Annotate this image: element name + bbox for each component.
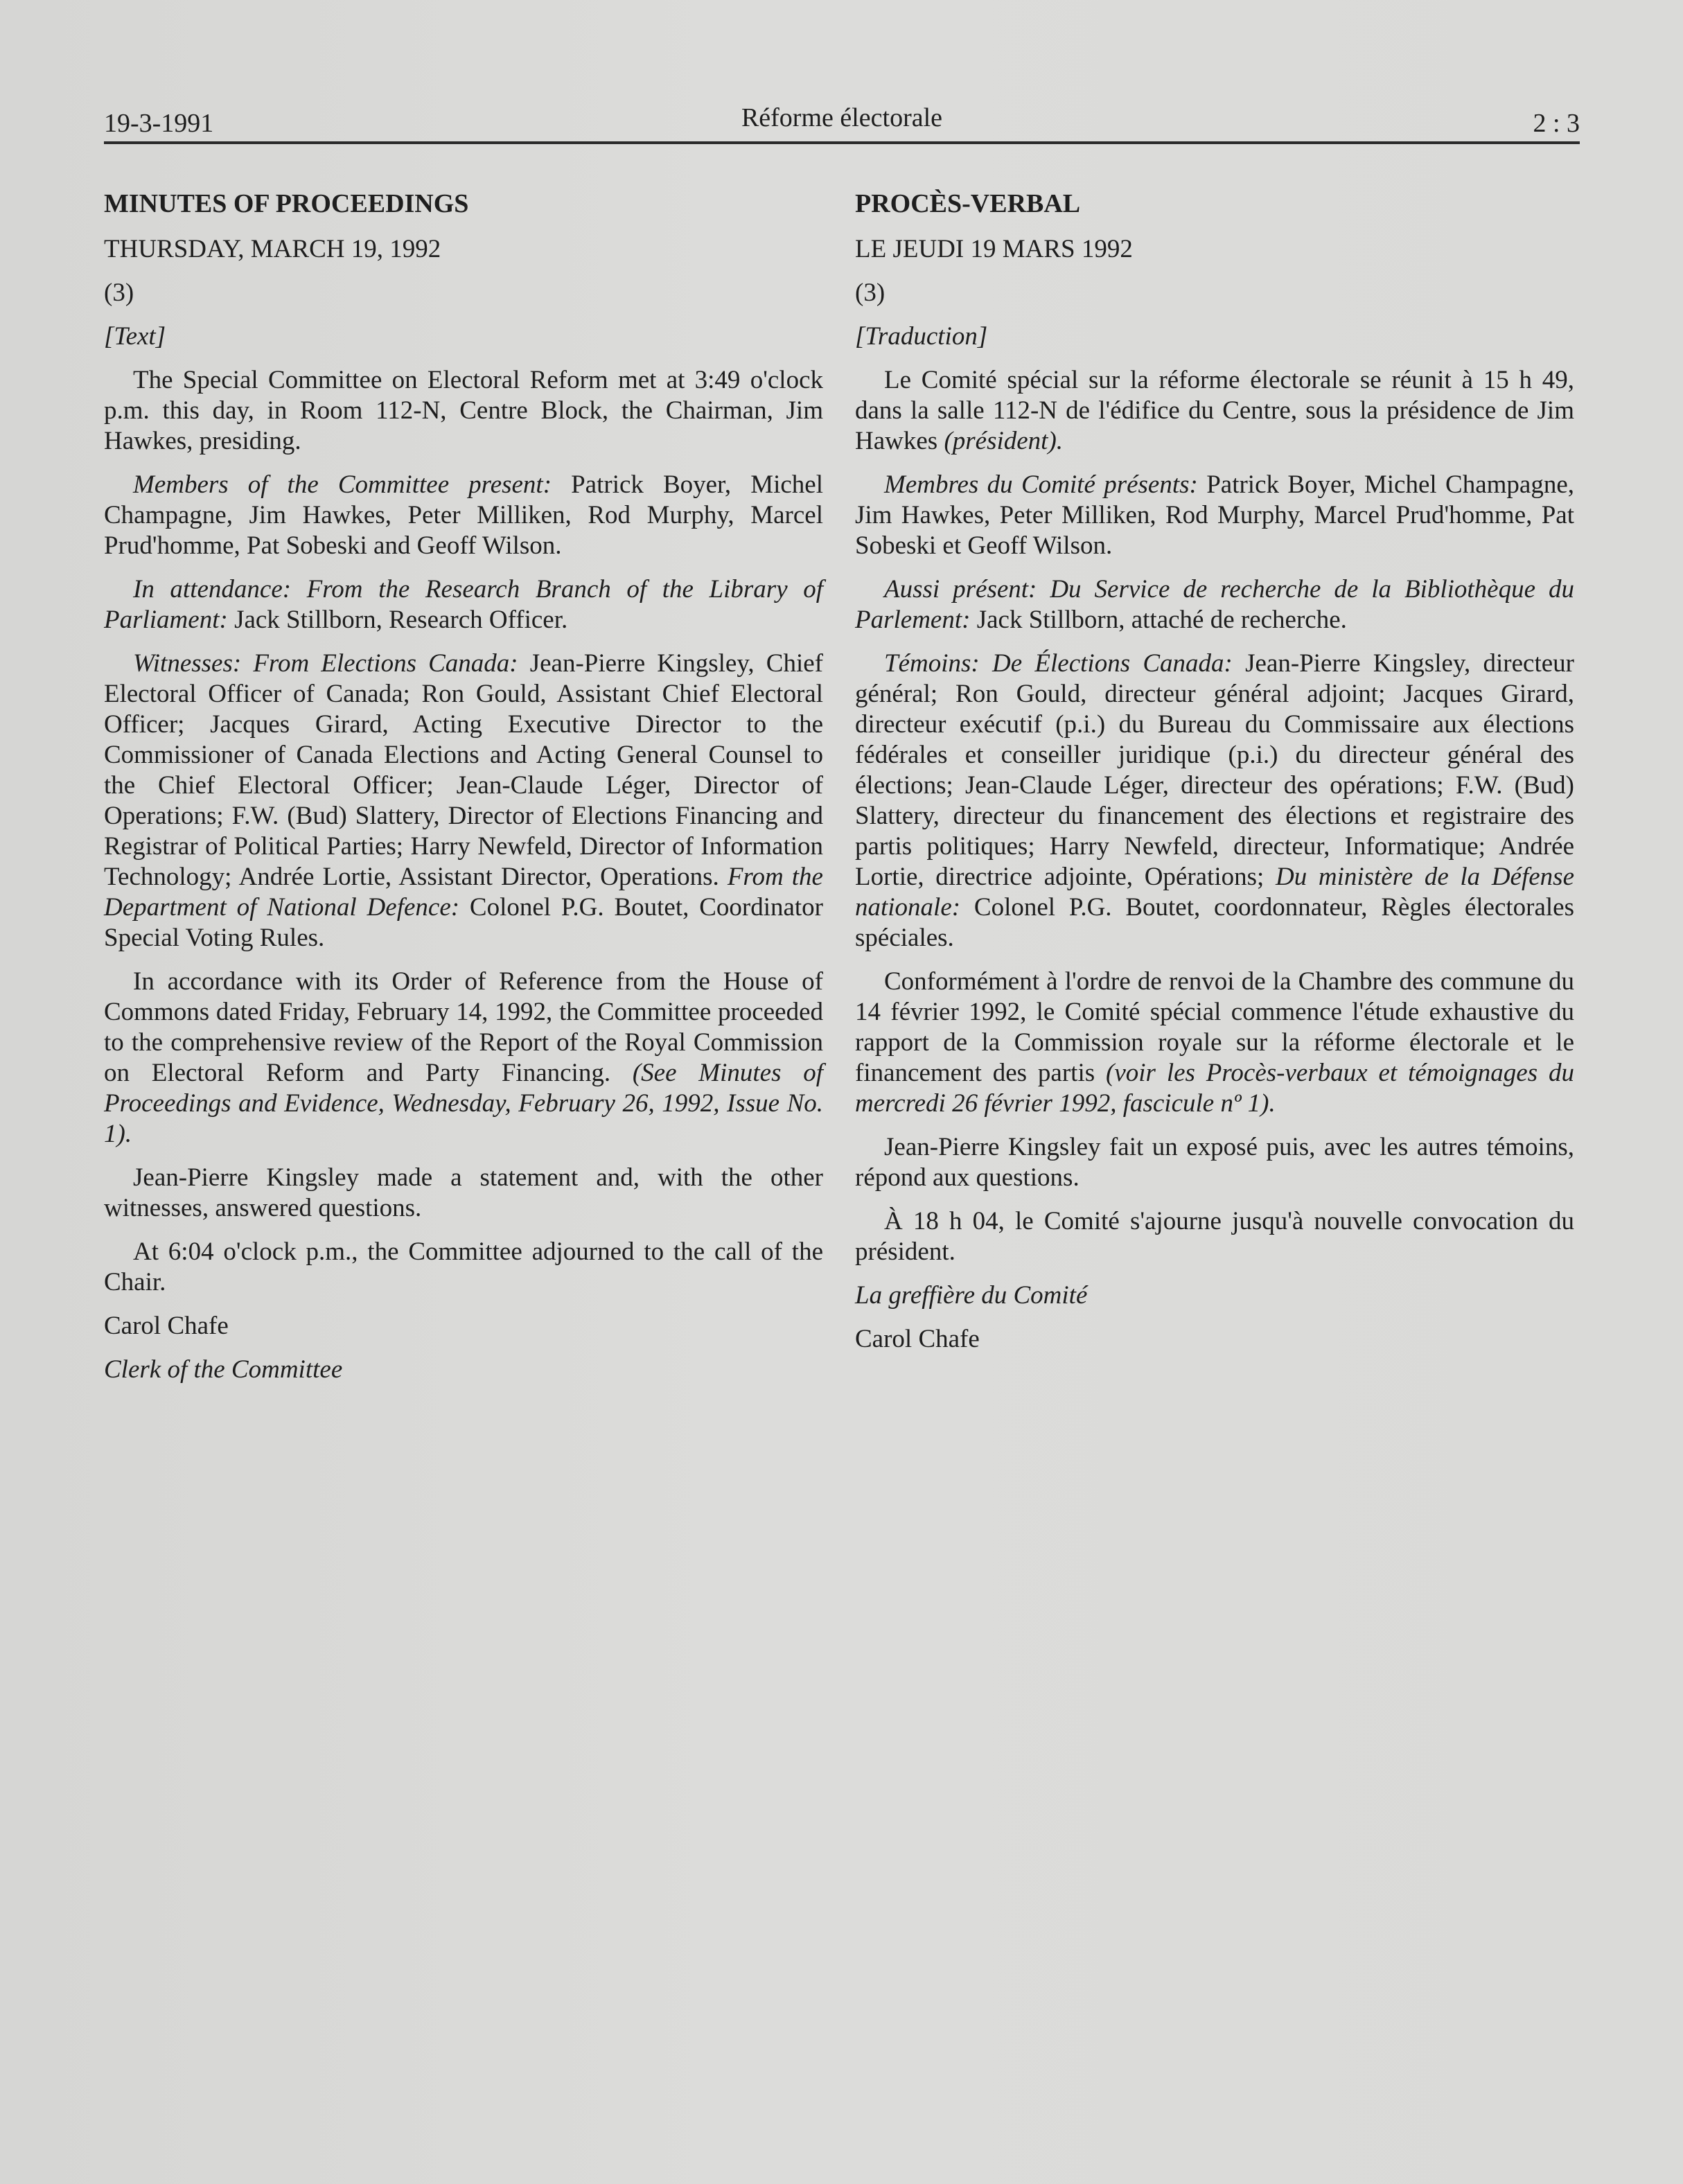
english-signature-title: Clerk of the Committee <box>104 1355 343 1384</box>
english-witnesses-text: Jean-Pierre Kingsley, Chief Electoral Officer of Canada; Ron Gould, Assistant Chief Electoral Officer; Jacques Girard, Acting Executive Director to the Commissioner of Canada Elections and Acting General Counsel to the Chief Electoral Officer; Jean-Claude Léger, Director of Operations; F.W. (Bud) Slattery, Director of Elections Financing and Registrar of Political Parties; Harry Newfeld, Director of Information Technology; Andrée Lortie, Assistant Director, Operations. <box>104 649 824 891</box>
english-paragraph-statement: Jean-Pierre Kingsley made a statement and, with the other witnesses, answered questions. <box>104 1163 823 1222</box>
french-attendance-label: Aussi présent: Du Service de recherche de la Bibliothèque du Parlement: <box>855 575 1574 634</box>
english-paragraph-witnesses <box>104 649 823 953</box>
french-witnesses-label: Témoins: De Élections Canada: <box>884 649 1233 678</box>
header-date: 19-3-1991 <box>104 109 214 138</box>
english-meeting-date: THURSDAY, MARCH 19, 1992 <box>104 235 441 263</box>
french-paragraph-attendance <box>855 574 1574 635</box>
french-signature-name: Carol Chafe <box>855 1325 980 1353</box>
english-defence-label: From the Department of National Defence: <box>104 863 823 922</box>
english-attendance-text: Jack Stillborn, Research Officer. <box>227 606 568 634</box>
french-paragraph-opening <box>855 365 1574 457</box>
french-paragraph-witnesses <box>855 649 1574 953</box>
english-paragraph-opening: The Special Committee on Electoral Reform met at 3:49 o'clock p.m. this day, in Room 112-N, Centre Block, the Chairman, Jim Hawkes, presiding. <box>104 366 823 455</box>
french-signature-title: La greffière du Comité <box>855 1281 1088 1310</box>
french-opening-italic: (président). <box>944 427 1064 455</box>
french-paragraph-statement: Jean-Pierre Kingsley fait un exposé puis, avec les autres témoins, répond aux questions. <box>855 1133 1574 1192</box>
french-reference-text: Conformément à l'ordre de renvoi de la Chambre des commune du 14 février 1992, le Comité spécial commence l'étude exhaustive du rapport de la Commission royale sur la réforme électorale et le financement des partis <box>855 967 1574 1087</box>
header-page-number: 2 : 3 <box>1533 109 1580 138</box>
french-meeting-number: (3) <box>855 279 885 307</box>
french-members-label: Membres du Comité présents: <box>884 470 1198 499</box>
french-defence-text: Colonel P.G. Boutet, coordonnateur, Règles électorales spéciales. <box>855 893 1574 952</box>
english-paragraph-members <box>104 470 823 561</box>
french-opening-text: Le Comité spécial sur la réforme électorale se réunit à 15 h 49, dans la salle 112-N de l'édifice du Centre, sous la présidence de Jim Hawkes <box>855 366 1574 455</box>
english-members-text: Patrick Boyer, Michel Champagne, Jim Hawkes, Peter Milliken, Rod Murphy, Marcel Prud'homme, Pat Sobeski and Geoff Wilson. <box>104 470 823 560</box>
french-defence-label: Du ministère de la Défense nationale: <box>855 863 1574 922</box>
english-witnesses-label: Witnesses: From Elections Canada: <box>133 649 518 678</box>
english-signature-name: Carol Chafe <box>104 1312 229 1340</box>
french-meeting-date: LE JEUDI 19 MARS 1992 <box>855 235 1133 263</box>
english-paragraph-order-of-reference <box>104 967 823 1150</box>
english-defence-text: Colonel P.G. Boutet, Coordinator Special Voting Rules. <box>104 893 823 952</box>
french-paragraph-order-of-reference <box>855 967 1574 1119</box>
english-reference-italic: (See Minutes of Proceedings and Evidence, Wednesday, February 26, 1992, Issue No. 1). <box>104 1059 823 1148</box>
english-paragraph-attendance <box>104 574 823 635</box>
french-heading: PROCÈS-VERBAL <box>855 189 1081 218</box>
french-column <box>855 188 1574 1368</box>
english-meeting-number: (3) <box>104 279 134 307</box>
french-members-text: Patrick Boyer, Michel Champagne, Jim Hawkes, Peter Milliken, Rod Murphy, Marcel Prud'homme, Pat Sobeski et Geoff Wilson. <box>855 470 1574 560</box>
french-witnesses-text: Jean-Pierre Kingsley, directeur général; Ron Gould, directeur général adjoint; Jacques Girard, directeur exécutif (p.i.) du Bureau du Commissaire aux élections fédérales et conseiller juridique (p.i.) du directeur général des élections; Jean-Claude Léger, directeur des opérations; F.W. (Bud) Slattery, directeur du financement des élections et registraire des partis politiques; Harry Newfeld, directeur, Informatique; Andrée Lortie, directrice adjointe, Opérations; <box>855 649 1574 891</box>
english-heading: MINUTES OF PROCEEDINGS <box>104 189 469 218</box>
french-text-tag: [Traduction] <box>855 322 988 351</box>
french-paragraph-members <box>855 470 1574 561</box>
english-reference-text: In accordance with its Order of Reference from the House of Commons dated Friday, February 14, 1992, the Committee proceeded to the comprehensive review of the Report of the Royal Commission on Electoral Reform and Party Financing. <box>104 967 823 1087</box>
header-title: Réforme électorale <box>741 103 943 132</box>
english-attendance-label: In attendance: From the Research Branch of the Library of Parliament: <box>104 575 823 634</box>
french-paragraph-adjournment: À 18 h 04, le Comité s'ajourne jusqu'à nouvelle convocation du président. <box>855 1207 1574 1266</box>
english-paragraph-adjournment: At 6:04 o'clock p.m., the Committee adjourned to the call of the Chair. <box>104 1238 823 1296</box>
english-column <box>104 188 823 1398</box>
running-header <box>104 103 1580 144</box>
english-members-label: Members of the Committee present: <box>133 470 552 499</box>
french-reference-italic: (voir les Procès-verbaux et témoignages du mercredi 26 février 1992, fascicule nº 1). <box>855 1059 1575 1118</box>
english-text-tag: [Text] <box>104 322 166 351</box>
french-attendance-text: Jack Stillborn, attaché de recherche. <box>970 606 1347 634</box>
